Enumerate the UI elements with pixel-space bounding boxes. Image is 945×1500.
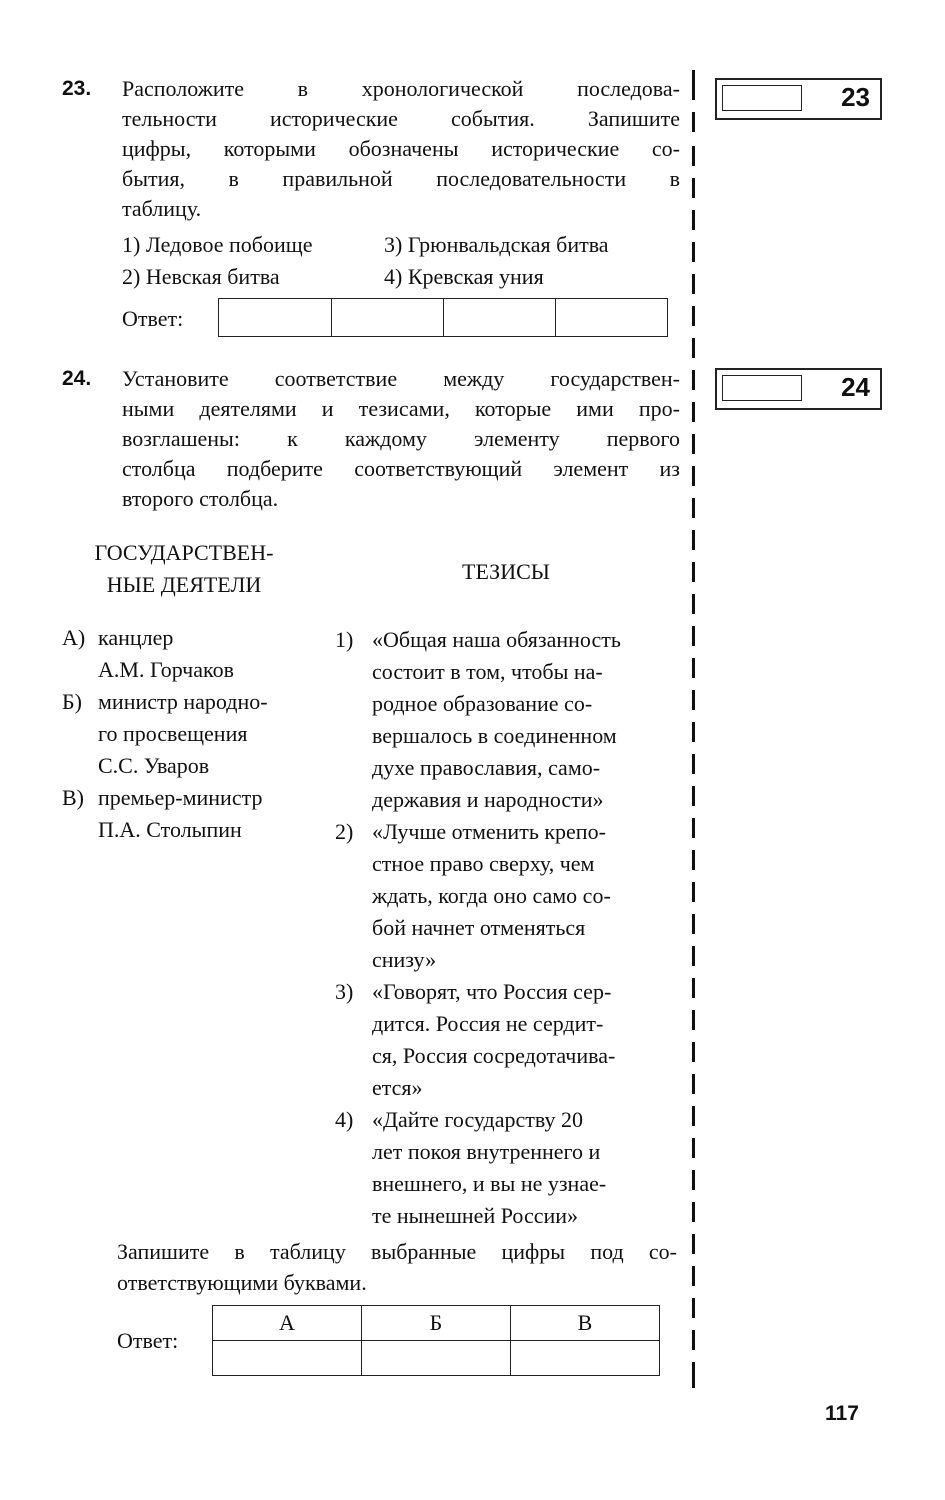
item-label: 1) (335, 627, 354, 652)
question-23-option-4: 4) Кревская уния (384, 264, 544, 289)
score-box-number: 23 (841, 82, 870, 112)
item-text (98, 686, 268, 782)
list-item (335, 624, 680, 816)
item-line: «Дайте государству 20 (372, 1107, 584, 1132)
item-line: С.С. Уваров (98, 753, 210, 778)
answer-cell-a[interactable] (213, 1341, 362, 1376)
item-label: А) (62, 625, 86, 650)
statesmen-list (62, 622, 268, 846)
question-23-line: бытия, в правильной последовательности в (122, 166, 680, 191)
question-23-line: таблицу. (122, 196, 202, 221)
question-24-answer-label: Ответ: (117, 1328, 179, 1353)
item-line: бой начнет отменяться (372, 915, 586, 940)
page-number: 117 (825, 1402, 859, 1425)
question-24-instruction (117, 1236, 677, 1298)
question-24-text (122, 364, 680, 514)
item-text (98, 622, 234, 686)
list-item (335, 816, 680, 976)
question-23-option-3: 3) Грюнвальдская битва (384, 232, 609, 257)
question-24-line: ными деятелями и тезисами, которые ими про- (122, 396, 680, 421)
item-line: А.М. Горчаков (98, 657, 234, 682)
item-line: «Лучше отменить крепо- (372, 819, 606, 844)
item-line: внешнего, и вы не узнае- (372, 1171, 607, 1196)
item-line: лет покоя внутреннего и (372, 1139, 601, 1164)
item-line: стное право сверху, чем (372, 851, 595, 876)
item-text (98, 782, 262, 846)
answer-table-input-row (213, 1341, 660, 1376)
item-line: «Говорят, что Россия сер- (372, 979, 612, 1004)
item-text (372, 816, 611, 976)
item-line: дится. Россия не сердит- (372, 1011, 604, 1036)
item-line: державия и народности» (372, 787, 604, 812)
list-item (62, 782, 268, 846)
item-label: 2) (335, 819, 354, 844)
question-23-line: Расположите в хронологической последова- (122, 76, 680, 101)
answer-table-header-v: В (511, 1306, 660, 1341)
item-line: родное образование со- (372, 691, 593, 716)
item-label: Б) (62, 689, 82, 714)
answer-cell[interactable] (332, 299, 444, 336)
item-text (372, 1104, 606, 1232)
score-input[interactable] (722, 375, 802, 401)
question-23-text (122, 74, 680, 224)
item-line: состоит в том, чтобы на- (372, 659, 603, 684)
score-input[interactable] (722, 85, 802, 111)
question-23-score-box (715, 78, 882, 120)
item-line: премьер-министр (98, 785, 263, 810)
item-line: ждать, когда оно само со- (372, 883, 611, 908)
item-line: канцлер (98, 625, 174, 650)
theses-list (335, 624, 680, 1232)
question-23-option-2: 2) Невская битва (122, 264, 280, 289)
list-item (335, 976, 680, 1104)
question-24-line: Установите соответствие между государствен- (122, 366, 680, 391)
question-24-line: столбца подберите соответствующий элемент из (122, 456, 680, 481)
answer-cell[interactable] (556, 299, 667, 336)
question-23-line: тельности исторические события. Запишите (122, 106, 680, 131)
right-column-header: ТЕЗИСЫ (462, 559, 550, 584)
item-line: духе православия, само- (372, 755, 601, 780)
question-23-answer-label: Ответ: (122, 306, 184, 331)
question-24-line: возглашены: к каждому элементу первого (122, 426, 680, 451)
item-label: 3) (335, 979, 354, 1004)
item-line: снизу» (372, 947, 437, 972)
item-label: В) (62, 785, 84, 810)
instruction-line: Запишите в таблицу выбранные цифры под со- (117, 1239, 677, 1264)
question-23-answer-box[interactable] (218, 298, 668, 337)
question-24-line: второго столбца. (122, 486, 279, 511)
header-line: НЫЕ ДЕЯТЕЛИ (106, 572, 262, 597)
list-item (62, 622, 268, 686)
list-item (62, 686, 268, 782)
answer-cell-v[interactable] (511, 1341, 660, 1376)
answer-cell-b[interactable] (362, 1341, 511, 1376)
instruction-line: ответствующими буквами. (117, 1270, 367, 1295)
item-line: П.А. Столыпин (98, 817, 242, 842)
question-23-option-1: 1) Ледовое побоище (122, 232, 313, 257)
item-line: те нынешней России» (372, 1203, 579, 1228)
answer-cell[interactable] (219, 299, 332, 336)
list-item (335, 1104, 680, 1232)
item-line: ся, Россия сосредотачива- (372, 1043, 616, 1068)
question-24-score-box (715, 368, 882, 410)
item-line: го просвещения (98, 721, 248, 746)
item-text (372, 624, 621, 816)
answer-table-header-a: А (213, 1306, 362, 1341)
score-box-number: 24 (841, 372, 870, 402)
question-24-number: 24. (62, 367, 92, 390)
item-text (372, 976, 615, 1104)
answer-cell[interactable] (444, 299, 557, 336)
item-line: ется» (372, 1075, 423, 1100)
answer-table-header-b: Б (362, 1306, 511, 1341)
question-23-line: цифры, которыми обозначены исторические со- (122, 136, 680, 161)
question-24-answer-table (212, 1305, 660, 1376)
item-label: 4) (335, 1107, 354, 1132)
question-23-number: 23. (62, 77, 92, 100)
item-line: министр народно- (98, 689, 268, 714)
header-line: ГОСУДАРСТВЕН- (94, 540, 274, 565)
item-line: «Общая наша обязанность (372, 627, 621, 652)
answer-table-header-row (213, 1306, 660, 1341)
item-line: вершалось в соединенном (372, 723, 617, 748)
left-column-header (62, 537, 306, 601)
